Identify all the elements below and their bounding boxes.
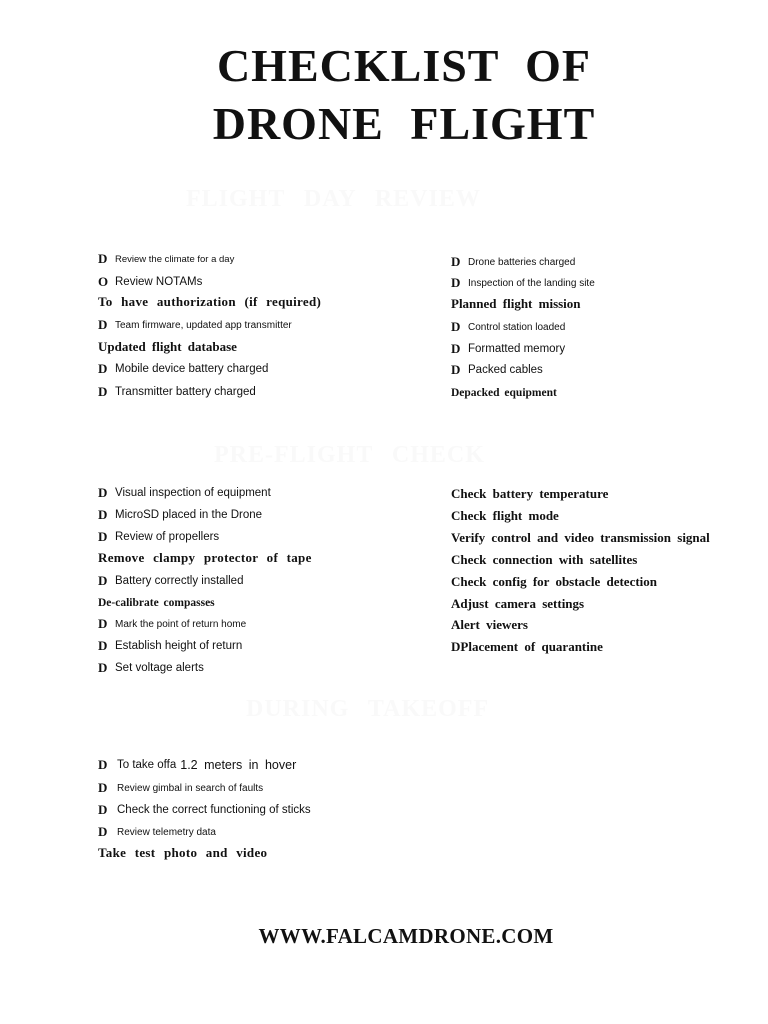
checklist-item	[98, 779, 263, 797]
checklist-item	[451, 616, 528, 634]
item-label: Planned flight mission	[451, 296, 581, 311]
item-label: Alert viewers	[451, 617, 528, 632]
checkbox-marker: D	[98, 251, 108, 266]
checklist-item	[451, 318, 565, 336]
checkbox-marker: D	[451, 341, 461, 356]
item-label: To take offa	[117, 759, 177, 771]
checklist-item	[98, 615, 246, 633]
checkbox-marker: D	[98, 507, 108, 522]
checkbox-marker: D	[98, 638, 108, 653]
item-label: DPlacement of quarantine	[451, 639, 603, 654]
checklist-item	[451, 295, 581, 313]
checklist-item	[98, 338, 237, 356]
checkbox-marker: D	[451, 362, 461, 377]
checklist-item	[98, 360, 268, 378]
page-title-line-2: DRONE FLIGHT	[212, 98, 596, 149]
checklist-item	[451, 595, 584, 613]
checkbox-marker: D	[451, 275, 461, 290]
item-label: Check connection with satellites	[451, 552, 638, 567]
checklist-item	[98, 273, 202, 291]
page-title-line-1: CHECKLIST OF	[216, 40, 592, 91]
item-label: Remove clampy protector of tape	[98, 550, 312, 565]
checkbox-marker: D	[98, 757, 108, 772]
checklist-item	[98, 250, 234, 268]
checklist-item	[451, 507, 559, 525]
item-label: Take test photo and video	[98, 845, 268, 860]
checklist-item	[451, 529, 710, 547]
checkbox-marker: D	[98, 361, 108, 376]
item-label: Check battery temperature	[451, 486, 609, 501]
item-label: Mobile device battery charged	[115, 363, 269, 375]
checklist-item	[98, 484, 271, 502]
item-label: Updated flight database	[98, 339, 237, 354]
checklist-item	[98, 756, 296, 774]
item-label: Establish height of return	[115, 640, 243, 652]
checklist-item	[98, 572, 243, 590]
item-label: Verify control and video transmission signal	[451, 530, 710, 545]
checklist-item	[451, 573, 657, 591]
checkbox-marker: D	[98, 317, 108, 332]
item-label: Packed cables	[468, 364, 543, 376]
checklist-item	[451, 253, 575, 271]
checkbox-marker: D	[98, 529, 108, 544]
checklist-item	[98, 528, 219, 546]
item-label: Control station loaded	[468, 322, 566, 333]
checkbox-marker: D	[98, 660, 108, 675]
checkbox-marker: O	[98, 274, 109, 289]
item-label: Team firmware, updated app transmitter	[115, 320, 292, 331]
checklist-item	[451, 361, 543, 379]
checkbox-marker: D	[98, 824, 108, 839]
item-label: Transmitter battery charged	[115, 386, 256, 398]
checklist-item	[451, 274, 595, 292]
item-label: Review the climate for a day	[115, 254, 235, 265]
section-heading-flight-day-review: FLIGHT DAY REVIEW	[186, 186, 481, 212]
checklist-item	[451, 340, 565, 358]
item-label: Check flight mode	[451, 508, 559, 523]
item-label: Drone batteries charged	[468, 257, 576, 268]
checkbox-marker: D	[98, 384, 108, 399]
item-label: Inspection of the landing site	[468, 278, 595, 289]
checkbox-marker: D	[98, 573, 108, 588]
checkbox-marker: D	[98, 616, 108, 631]
item-label: Formatted memory	[468, 343, 566, 355]
checklist-item	[98, 549, 312, 567]
checklist-item	[98, 593, 215, 611]
footer-website-url: WWW.FALCAMDRONE.COM	[258, 924, 554, 948]
item-label: MicroSD placed in the Drone	[115, 509, 263, 521]
item-label: Review NOTAMs	[115, 276, 203, 288]
item-label-extra: 1.2 meters in hover	[180, 758, 297, 772]
checklist-item	[98, 506, 262, 524]
checklist-item	[451, 383, 557, 401]
item-label: Review gimbal in search of faults	[117, 783, 264, 794]
item-label: Adjust camera settings	[451, 596, 585, 611]
item-label: Review of propellers	[115, 531, 220, 543]
item-label: To have authorization (if required)	[98, 294, 322, 309]
checkbox-marker: D	[98, 485, 108, 500]
checkbox-marker: D	[98, 780, 108, 795]
item-label: Review telemetry data	[117, 827, 216, 838]
item-label: Mark the point of return home	[115, 619, 247, 630]
checklist-item	[98, 823, 216, 841]
checklist-item	[98, 316, 292, 334]
checkbox-marker: D	[451, 254, 461, 269]
section-heading-during-takeoff: DURING TAKEOFF	[246, 696, 490, 722]
checkbox-marker: D	[98, 802, 108, 817]
checklist-item	[98, 844, 267, 862]
checkbox-marker: D	[451, 319, 461, 334]
section-heading-pre-flight-check: PRE-FLIGHT CHECK	[214, 442, 485, 468]
item-label: Check config for obstacle detection	[451, 574, 658, 589]
item-label: Depacked equipment	[451, 387, 557, 399]
checklist-item	[98, 659, 204, 677]
checklist-item	[451, 551, 637, 569]
item-label: Battery correctly installed	[115, 575, 244, 587]
checklist-item	[98, 637, 242, 655]
checklist-item	[98, 801, 311, 819]
item-label: Check the correct functioning of sticks	[117, 804, 311, 816]
checklist-item	[98, 383, 256, 401]
checklist-item	[98, 293, 321, 311]
checklist-item	[451, 485, 608, 503]
item-label: Set voltage alerts	[115, 662, 204, 674]
item-label: De-calibrate compasses	[98, 597, 215, 609]
checklist-item	[451, 638, 603, 656]
item-label: Visual inspection of equipment	[115, 487, 271, 499]
